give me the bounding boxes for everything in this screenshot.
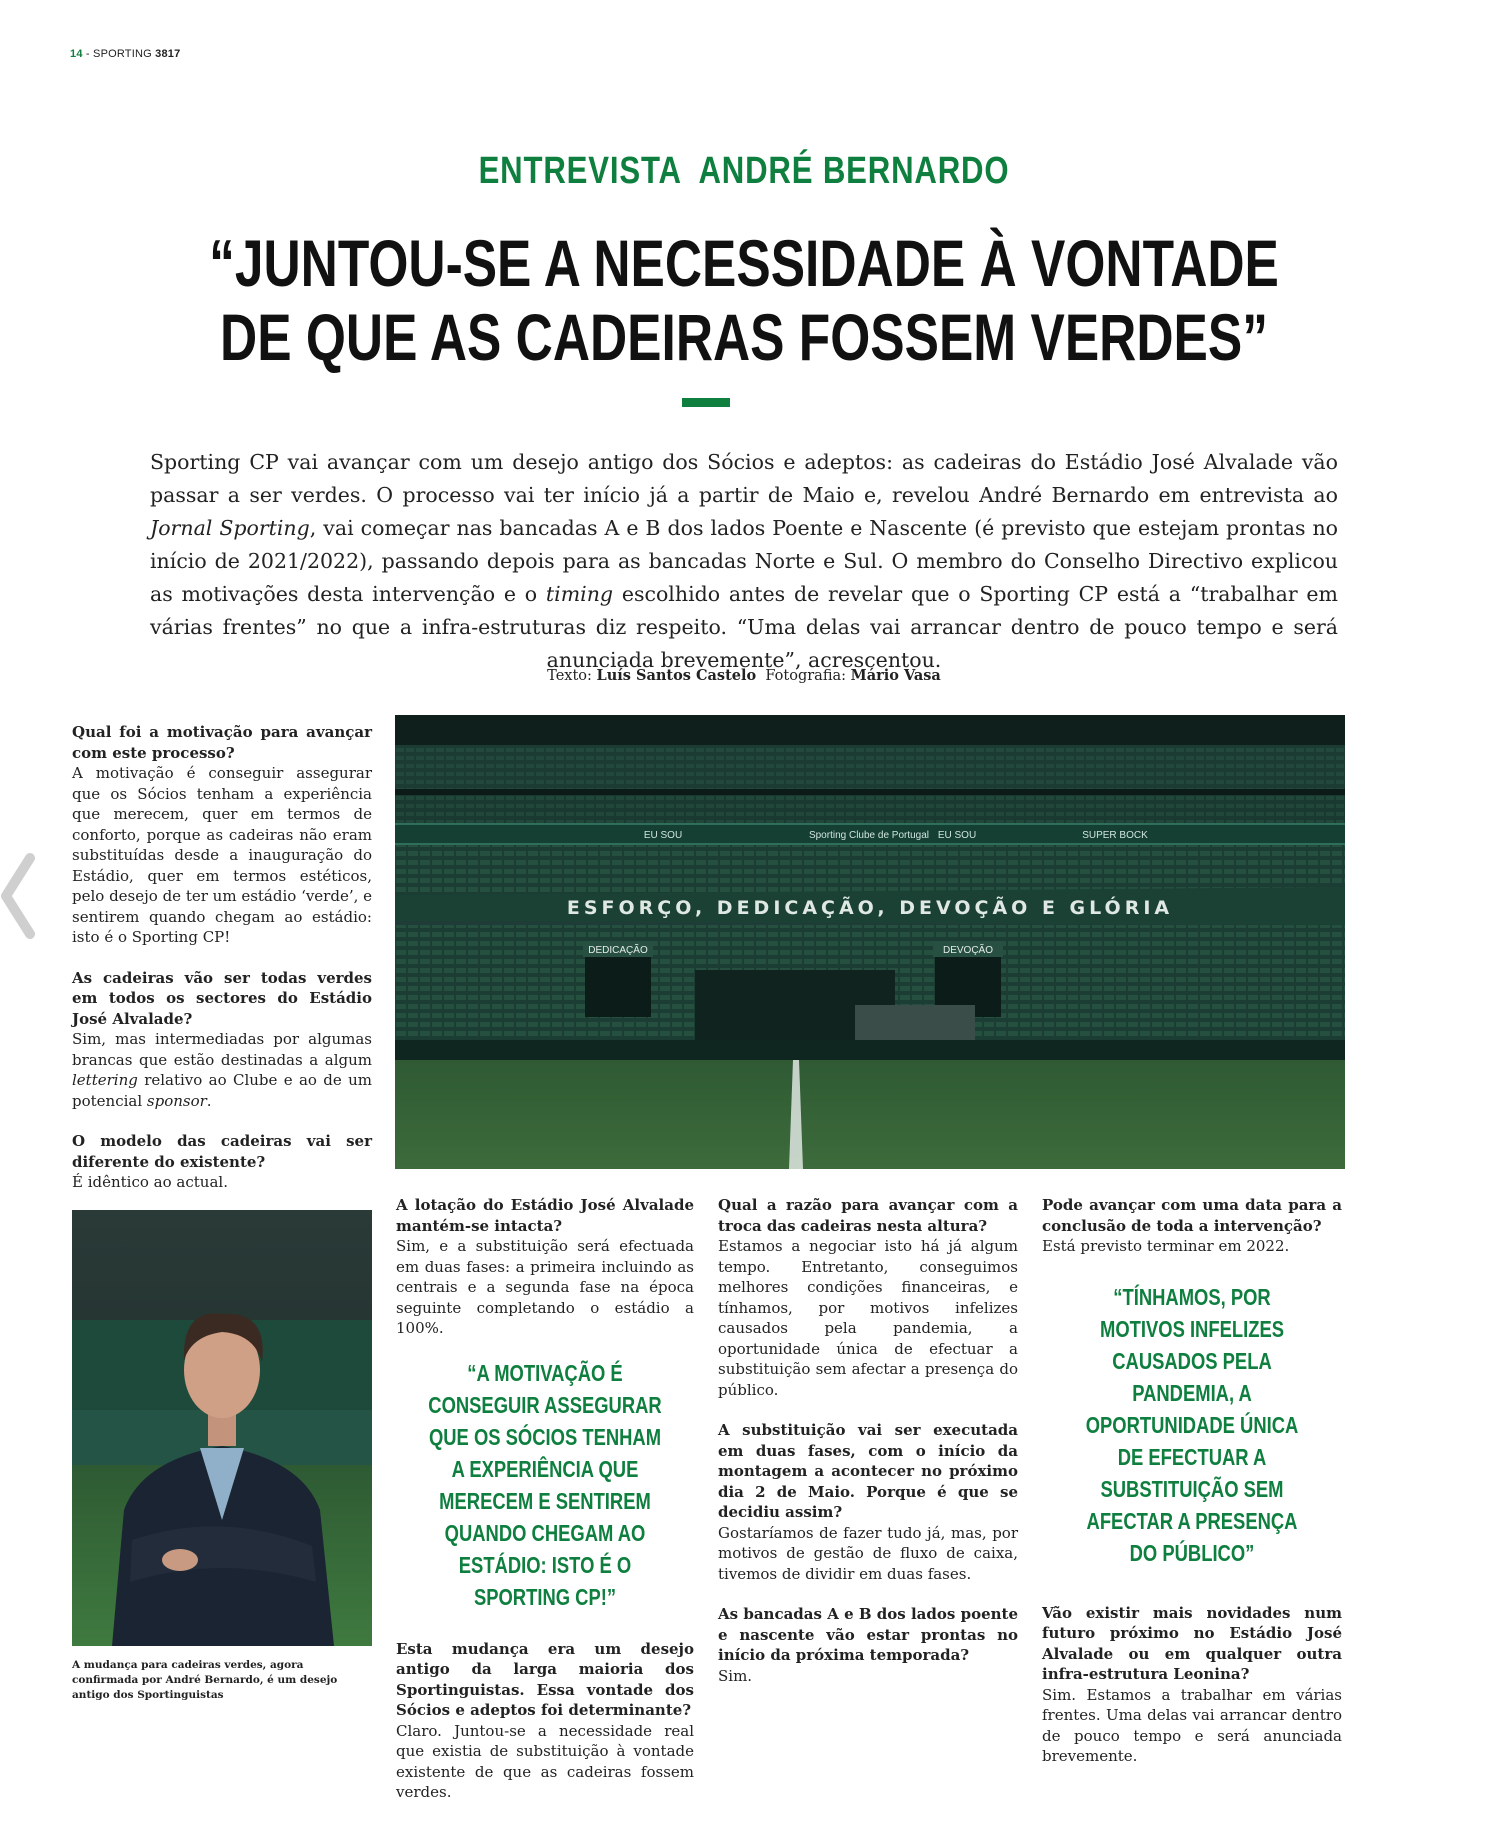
article-kicker: ENTREVISTA ANDRÉ BERNARDO: [478, 150, 1010, 192]
question: A lotação do Estádio José Alvalade mantém-se intacta?: [396, 1196, 694, 1235]
issue-number: 3817: [155, 48, 181, 60]
qa-block: [1042, 1603, 1342, 1767]
lede-text-2: , vai começar nas bancadas A e B dos lados Poente e Nascente (é previsto que estejam prontas no início de 2021/2022), passando depois para as bancadas Norte e Sul. O membro do Conselho Directivo explicou as motivações desta intervenção e o: [150, 516, 1338, 606]
qa-block: [72, 722, 372, 948]
column-1: [72, 722, 372, 1213]
answer: Estamos a negociar isto há já algum tempo. Entretanto, conseguimos melhores condições financeiras, e tínhamos, por motivos infelizes causados pela pandemia, a oportunidade única de efectuar a substituição sem afectar a presença do público.: [718, 1237, 1018, 1399]
headline-line-1: “JUNTOU-SE A NECESSIDADE À VONTADE: [209, 226, 1279, 300]
qa-block: [72, 968, 372, 1112]
previous-page-arrow-icon[interactable]: [0, 848, 48, 944]
lede-text-3: escolhido antes de revelar que o Sporting CP está a “trabalhar em várias frentes” no que a infra-estruturas diz respeito. “Uma delas vai arrancar dentro de pouco tempo e será anunciada brevemente”, acrescentou.: [150, 582, 1338, 672]
headline-line-2: DE QUE AS CADEIRAS FOSSEM VERDES”: [220, 300, 1268, 374]
qa-block: [396, 1639, 694, 1803]
ad-eusou-right: EU SOU: [937, 830, 977, 841]
tunnel-sign-left: DEDICAÇÃO: [588, 945, 648, 956]
ad-eusou-left: EU SOU: [643, 830, 683, 841]
qa-block: [1042, 1195, 1342, 1257]
headline-divider: [682, 398, 730, 407]
qa-block: [718, 1195, 1018, 1400]
photo-credit-author: Mário Vasa: [850, 667, 941, 684]
question: Qual a razão para avançar com a troca das cadeiras nesta altura?: [718, 1196, 1018, 1235]
question: As cadeiras vão ser todas verdes em todos os sectores do Estádio José Alvalade?: [72, 968, 372, 1028]
question: Vão existir mais novidades num futuro próximo no Estádio José Alvalade ou em qualquer outra infra-estrutura Leonina?: [1042, 1603, 1342, 1683]
portrait-illustration: [72, 1210, 372, 1646]
question: As bancadas A e B dos lados poente e nascente vão estar prontas no início da próxima temporada?: [718, 1605, 1018, 1664]
qa-block: [396, 1195, 694, 1339]
answer: Está previsto terminar em 2022.: [1042, 1237, 1290, 1255]
pull-quote: “TÍNHAMOS, POR MOTIVOS INFELIZES CAUSADOS PELA PANDEMIA, A OPORTUNIDADE ÚNICA DE EFECTUAR A SUBSTITUIÇÃO SEM AFECTAR A PRESENÇA DO PÚBLICO”: [1085, 1283, 1299, 1566]
article-credits: [0, 667, 1488, 684]
answer-text: Sim, mas intermediadas por algumas brancas que estão destinadas a algum: [72, 1030, 372, 1069]
ad-superbock: SUPER BOCK: [1082, 830, 1148, 841]
folio-separator: -: [82, 48, 94, 60]
stadium-photo: [395, 715, 1345, 1169]
lede-emphasis-2: timing: [545, 582, 614, 606]
question: Qual foi a motivação para avançar com este processo?: [72, 723, 372, 762]
tunnel-sign-right: DEVOÇÃO: [942, 945, 994, 956]
question: Esta mudança era um desejo antigo da larga maioria dos Sportinguistas. Essa vontade dos Sócios e adeptos foi determinante?: [396, 1639, 694, 1719]
question: Pode avançar com uma data para a conclusão de toda a intervenção?: [1042, 1196, 1342, 1235]
lede-emphasis-1: Jornal Sporting: [150, 516, 310, 540]
column-3: [718, 1195, 1018, 1706]
qa-block: [718, 1420, 1018, 1584]
photo-credit-label: Fotografia:: [765, 668, 851, 684]
answer: A motivação é conseguir assegurar que os Sócios tenham a experiência que merecem, quer em termos de conforto, porque as cadeiras não eram substituídas desde a inauguração do Estádio, quer em termos estéticos, pelo desejo de ter um estádio ‘verde’, e sentirem quando chegam ao estádio: isto é o Sporting CP!: [72, 764, 373, 946]
answer-emphasis: sponsor: [146, 1091, 207, 1110]
qa-block: [72, 1131, 372, 1193]
answer: É idêntico ao actual.: [72, 1173, 228, 1191]
text-credit-author: Luís Santos Castelo: [596, 667, 757, 684]
page-number: 14: [70, 48, 83, 60]
answer: Claro. Juntou-se a necessidade real que existia de substituição à vontade existente de que as cadeiras fossem verdes.: [396, 1721, 694, 1801]
pull-quote: “A MOTIVAÇÃO É CONSEGUIR ASSEGURAR QUE OS SÓCIOS TENHAM A EXPERIÊNCIA QUE MERECEM E SENTIREM QUANDO CHEGAM AO ESTÁDIO: ISTO É O SPORTING CP!”: [428, 1359, 662, 1610]
question: O modelo das cadeiras vai ser diferente do existente?: [72, 1132, 372, 1171]
question: A substituição vai ser executada em duas fases, com o início da montagem a acontecer no próximo dia 2 de Maio. Porque é que se decidiu assim?: [718, 1421, 1018, 1521]
column-4: [1042, 1195, 1342, 1787]
answer-emphasis: lettering: [72, 1071, 138, 1089]
column-2: [396, 1195, 694, 1823]
ad-club-text: Sporting Clube de Portugal: [808, 830, 930, 841]
article-headline: [164, 226, 1325, 374]
answer: Sim. Estamos a trabalhar em várias frentes. Uma delas vai arrancar dentro de pouco tempo e será anunciada brevemente.: [1042, 1685, 1342, 1765]
article-lede: [150, 446, 1338, 677]
answer: Sim, e a substituição será efectuada em duas fases: a primeira incluindo as centrais e a segunda fase na época seguinte completando o estádio a 100%.: [396, 1237, 694, 1337]
answer-text: .: [206, 1091, 212, 1110]
stadium-banner: ESFORÇO, DEDICAÇÃO, DEVOÇÃO E GLÓRIA: [566, 897, 1174, 919]
andre-bernardo-portrait: [72, 1210, 372, 1646]
page-folio: [70, 48, 180, 60]
answer: Sim.: [718, 1666, 753, 1685]
qa-block: [718, 1604, 1018, 1686]
photo-caption: A mudança para cadeiras verdes, agora confirmada por André Bernardo, é um desejo antigo dos Sportinguistas: [72, 1659, 338, 1701]
lede-text-1: Sporting CP vai avançar com um desejo antigo dos Sócios e adeptos: as cadeiras do Estádio José Alvalade vão passar a ser verdes. O processo vai ter início já a partir de Maio e, revelou André Bernardo em entrevista ao: [150, 450, 1338, 507]
stadium-illustration: [395, 715, 1345, 1169]
text-credit-label: Texto:: [547, 668, 597, 684]
answer-text: relativo ao Clube e ao de um potencial: [72, 1071, 372, 1110]
answer: Gostaríamos de fazer tudo já, mas, por motivos de gestão de fluxo de caixa, tivemos de dividir em duas fases.: [718, 1523, 1018, 1583]
publication-name: SPORTING: [93, 48, 152, 60]
